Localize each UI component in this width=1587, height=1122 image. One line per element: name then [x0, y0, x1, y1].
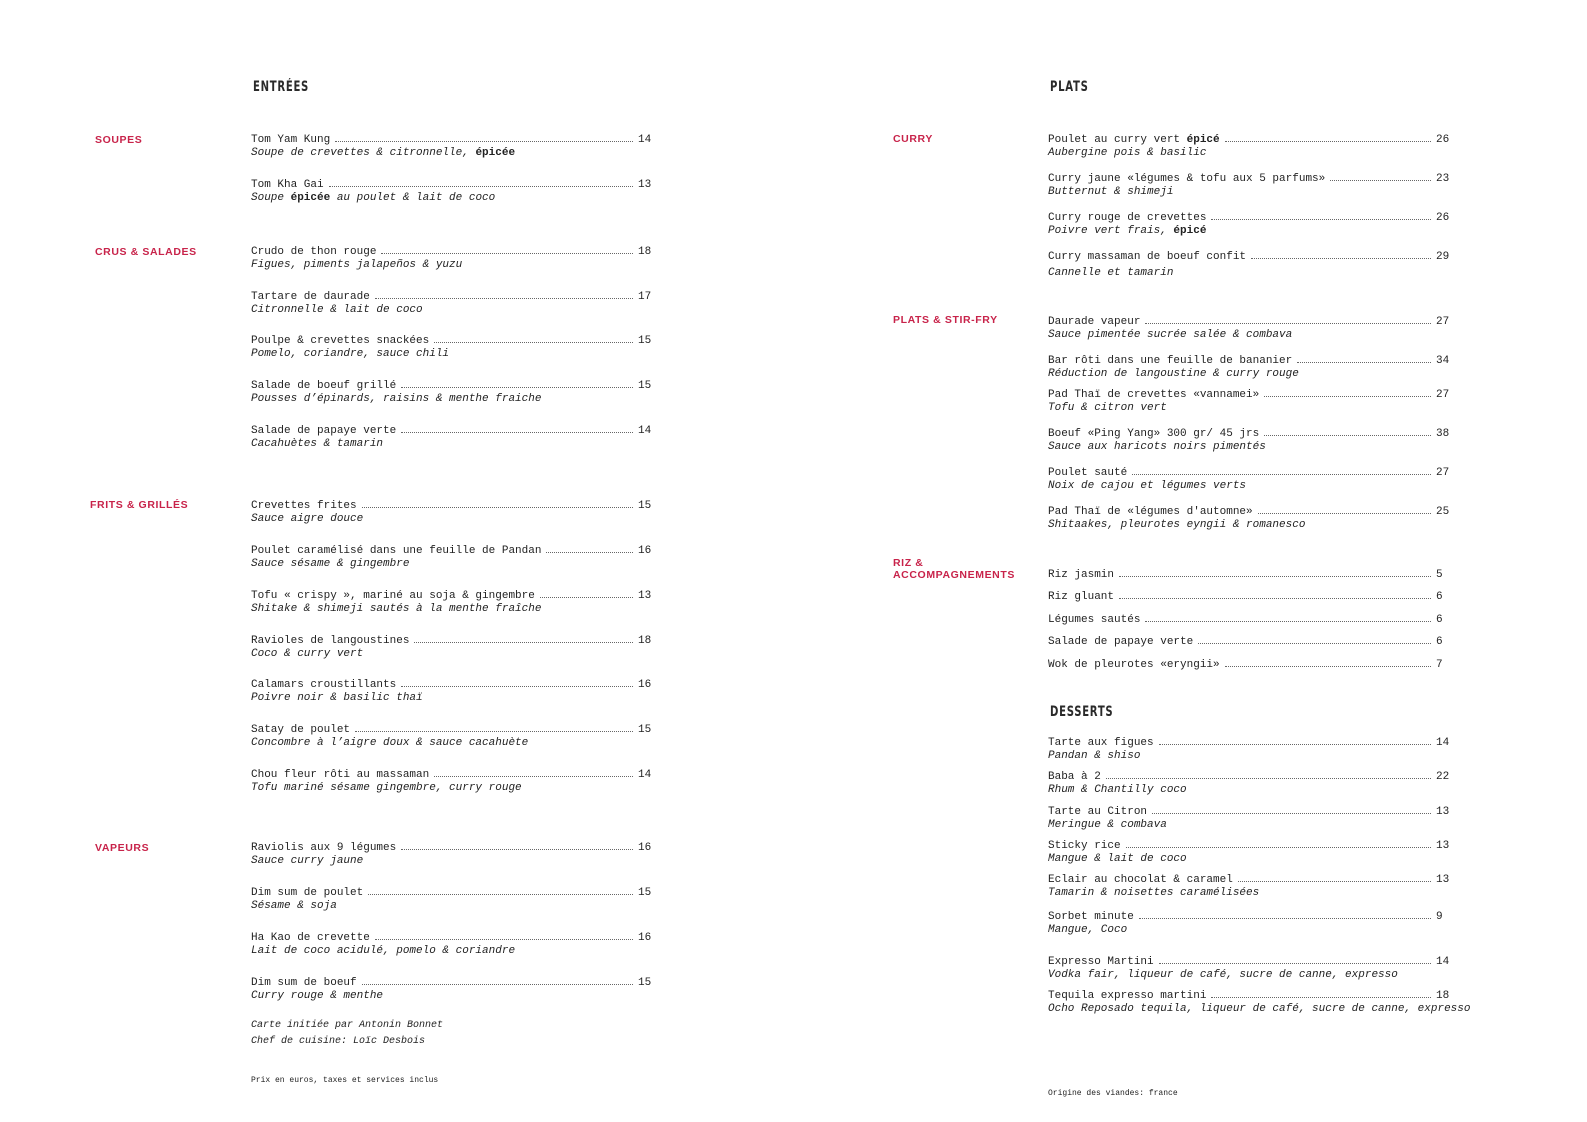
- dot-leader: [1119, 590, 1431, 599]
- dot-leader: [1211, 211, 1431, 220]
- menu-item: [1048, 427, 1454, 454]
- item-name: Crudo de thon rouge: [251, 246, 377, 258]
- dessert-item: [1048, 955, 1454, 982]
- credit-note: Carte initiée par Antonin Bonnet: [251, 1020, 444, 1031]
- item-price: 9: [1436, 911, 1443, 923]
- item-description: Meringue & combava: [1048, 819, 1167, 831]
- item-price: 34: [1436, 355, 1450, 367]
- item-description: Sauce pimentée sucrée salée & combava: [1048, 329, 1293, 341]
- menu-item: [1048, 568, 1454, 582]
- menu-item: [251, 290, 656, 317]
- item-description: Pandan & shiso: [1048, 750, 1141, 762]
- item-description: Citronnelle & lait de coco: [251, 304, 423, 316]
- item-description: Soupe de crevettes & citronnelle, épicée: [251, 147, 516, 159]
- dot-leader: [1225, 133, 1431, 142]
- item-name: Poulet au curry vert épicé: [1048, 134, 1220, 146]
- section-heading-desserts: DESSERTS: [1050, 704, 1114, 720]
- item-price: 6: [1436, 591, 1443, 603]
- item-name: Tom Yam Kung: [251, 134, 331, 146]
- menu-item: [251, 768, 656, 795]
- item-name: Curry massaman de boeuf confit: [1048, 251, 1247, 263]
- dot-leader: [381, 245, 633, 254]
- item-name: Raviolis aux 9 légumes: [251, 842, 397, 854]
- item-name: Poulet sauté: [1048, 467, 1128, 479]
- menu-item: [251, 931, 656, 958]
- dot-leader: [1225, 658, 1431, 667]
- item-description: Figues, piments jalapeños & yuzu: [251, 259, 463, 271]
- dot-leader: [362, 976, 633, 985]
- menu-item: [251, 589, 656, 616]
- item-price: 26: [1436, 134, 1450, 146]
- item-description: Mangue, Coco: [1048, 924, 1128, 936]
- dot-leader: [401, 379, 633, 388]
- item-name: Poulpe & crevettes snackées: [251, 335, 430, 347]
- item-price: 14: [638, 425, 652, 437]
- menu-item: [1048, 250, 1454, 280]
- item-description: Sauce aigre douce: [251, 513, 364, 525]
- price-footer: Prix en euros, taxes et services inclus: [251, 1076, 439, 1085]
- dot-leader: [1145, 613, 1431, 622]
- item-name: Ha Kao de crevette: [251, 932, 370, 944]
- category-crus-salades: CRUS & SALADES: [95, 246, 197, 258]
- dot-leader: [1145, 315, 1431, 324]
- menu-item: [251, 334, 656, 361]
- item-name: Tom Kha Gai: [251, 179, 324, 191]
- dot-leader: [1264, 427, 1431, 436]
- item-name: Ravioles de langoustines: [251, 635, 410, 647]
- item-name: Daurade vapeur: [1048, 316, 1141, 328]
- item-price: 15: [638, 724, 652, 736]
- item-description: Coco & curry vert: [251, 648, 364, 660]
- dot-leader: [375, 290, 633, 299]
- menu-item: [251, 245, 656, 272]
- item-price: 18: [638, 246, 652, 258]
- menu-item: [251, 723, 656, 750]
- item-price: 15: [638, 380, 652, 392]
- item-price: 16: [638, 545, 652, 557]
- menu-item: [1048, 635, 1454, 649]
- item-description: Cacahuètes & tamarin: [251, 438, 384, 450]
- dot-leader: [434, 334, 633, 343]
- item-name: Calamars croustillants: [251, 679, 397, 691]
- item-name: Baba à 2: [1048, 771, 1101, 783]
- dot-leader: [335, 133, 633, 142]
- item-name: Riz gluant: [1048, 591, 1115, 603]
- item-name: Riz jasmin: [1048, 569, 1115, 581]
- item-description: Sauce aux haricots noirs pimentés: [1048, 441, 1266, 453]
- menu-item: [251, 424, 656, 451]
- item-price: 18: [1436, 990, 1450, 1002]
- item-name: Tarte aux figues: [1048, 737, 1154, 749]
- dessert-item: [1048, 770, 1454, 797]
- category-curry: CURRY: [893, 133, 933, 145]
- item-price: 27: [1436, 316, 1450, 328]
- item-price: 14: [638, 134, 652, 146]
- item-name: Satay de poulet: [251, 724, 351, 736]
- item-price: 29: [1436, 251, 1450, 263]
- item-description: Soupe épicée au poulet & lait de coco: [251, 192, 496, 204]
- item-name: Bar rôti dans une feuille de bananier: [1048, 355, 1293, 367]
- item-description: Noix de cajou et légumes verts: [1048, 480, 1247, 492]
- item-name: Légumes sautés: [1048, 614, 1141, 626]
- category-riz: RIZ &: [893, 557, 924, 569]
- item-price: 13: [1436, 874, 1450, 886]
- dessert-item: [1048, 805, 1454, 832]
- item-name: Pad Thaï de «légumes d'automne»: [1048, 506, 1253, 518]
- menu-item: [1048, 613, 1454, 627]
- category-plats-stir-fry: PLATS & STIR-FRY: [893, 314, 998, 326]
- dot-leader: [1119, 568, 1431, 577]
- dot-leader: [329, 178, 633, 187]
- item-name: Tarte au Citron: [1048, 806, 1148, 818]
- section-heading-entrees: ENTRÉES: [253, 79, 310, 95]
- dot-leader: [401, 424, 633, 433]
- item-price: 26: [1436, 212, 1450, 224]
- menu-item: [1048, 505, 1454, 532]
- dot-leader: [1238, 873, 1431, 882]
- dot-leader: [1159, 736, 1431, 745]
- dot-leader: [1126, 839, 1431, 848]
- dessert-item: [1048, 736, 1454, 763]
- item-description: Ocho Reposado tequila, liqueur de café, sucre de canne, expresso: [1048, 1003, 1471, 1015]
- dot-leader: [414, 634, 633, 643]
- menu-item: [251, 133, 656, 160]
- dot-leader: [368, 886, 633, 895]
- item-price: 17: [638, 291, 652, 303]
- item-name: Boeuf «Ping Yang» 300 gr/ 45 jrs: [1048, 428, 1260, 440]
- dot-leader: [1264, 388, 1431, 397]
- menu-item: [251, 841, 656, 868]
- item-name: Pad Thaï de crevettes «vannamei»: [1048, 389, 1260, 401]
- item-name: Salade de boeuf grillé: [251, 380, 397, 392]
- dot-leader: [401, 841, 633, 850]
- menu-item: [251, 499, 656, 526]
- item-name: Tofu « crispy », mariné au soja & gingembre: [251, 590, 535, 602]
- item-price: 6: [1436, 614, 1443, 626]
- dot-leader: [1258, 505, 1431, 514]
- item-name: Dim sum de poulet: [251, 887, 364, 899]
- item-name: Curry rouge de crevettes: [1048, 212, 1207, 224]
- item-price: 25: [1436, 506, 1450, 518]
- item-price: 13: [638, 179, 652, 191]
- item-price: 18: [638, 635, 652, 647]
- item-description: Tofu mariné sésame gingembre, curry rouge: [251, 782, 522, 794]
- item-price: 16: [638, 842, 652, 854]
- item-name: Dim sum de boeuf: [251, 977, 357, 989]
- item-name: Expresso Martini: [1048, 956, 1154, 968]
- dessert-item: [1048, 873, 1454, 900]
- item-description: Cannelle et tamarin: [1048, 267, 1174, 279]
- item-price: 38: [1436, 428, 1450, 440]
- item-description: Poivre vert frais, épicé: [1048, 225, 1207, 237]
- dot-leader: [546, 544, 633, 553]
- menu-item: [1048, 172, 1454, 199]
- category-frits-grilles: FRITS & GRILLÉS: [90, 499, 189, 511]
- item-name: Eclair au chocolat & caramel: [1048, 874, 1233, 886]
- section-heading-plats: PLATS: [1050, 79, 1089, 95]
- dot-leader: [355, 723, 633, 732]
- menu-item: [251, 379, 656, 406]
- menu-item: [1048, 388, 1454, 415]
- item-name: Sticky rice: [1048, 840, 1121, 852]
- menu-item: [1048, 211, 1454, 238]
- menu-item: [1048, 133, 1454, 160]
- item-price: 13: [638, 590, 652, 602]
- menu-item: [1048, 658, 1454, 672]
- dot-leader: [1330, 172, 1431, 181]
- menu-item: [251, 678, 656, 705]
- item-price: 15: [638, 335, 652, 347]
- item-name: Curry jaune «légumes & tofu aux 5 parfums»: [1048, 173, 1326, 185]
- item-description: Shitake & shimeji sautés à la menthe fraîche: [251, 603, 542, 615]
- item-description: Pousses d’épinards, raisins & menthe fraiche: [251, 393, 542, 405]
- item-price: 14: [1436, 956, 1450, 968]
- dot-leader: [1251, 250, 1431, 259]
- item-price: 14: [1436, 737, 1450, 749]
- dessert-item: [1048, 989, 1471, 1016]
- item-description: Tofu & citron vert: [1048, 402, 1167, 414]
- menu-item: [251, 634, 656, 661]
- item-price: 13: [1436, 806, 1450, 818]
- menu-item: [251, 178, 656, 205]
- chef-note: Chef de cuisine: Loïc Desbois: [251, 1036, 426, 1047]
- item-description: Lait de coco acidulé, pomelo & coriandre: [251, 945, 516, 957]
- item-price: 13: [1436, 840, 1450, 852]
- category-accompagnements: ACCOMPAGNEMENTS: [893, 569, 1015, 581]
- item-description: Vodka fair, liqueur de café, sucre de canne, expresso: [1048, 969, 1398, 981]
- menu-item: [1048, 354, 1454, 381]
- dot-leader: [1106, 770, 1431, 779]
- item-price: 27: [1436, 389, 1450, 401]
- menu-item: [1048, 315, 1454, 342]
- dot-leader: [1132, 466, 1431, 475]
- item-description: Mangue & lait de coco: [1048, 853, 1187, 865]
- dessert-item: [1048, 910, 1454, 937]
- dot-leader: [362, 499, 633, 508]
- item-description: Concombre à l’aigre doux & sauce cacahuète: [251, 737, 529, 749]
- item-description: Rhum & Chantilly coco: [1048, 784, 1187, 796]
- item-price: 7: [1436, 659, 1443, 671]
- dot-leader: [1139, 910, 1431, 919]
- item-name: Chou fleur rôti au massaman: [251, 769, 430, 781]
- item-description: Poivre noir & basilic thaï: [251, 692, 423, 704]
- item-description: Sauce curry jaune: [251, 855, 364, 867]
- menu-item: [1048, 590, 1454, 604]
- item-price: 15: [638, 500, 652, 512]
- item-name: Salade de papaye verte: [251, 425, 397, 437]
- item-name: Sorbet minute: [1048, 911, 1134, 923]
- item-name: Crevettes frites: [251, 500, 357, 512]
- item-price: 14: [638, 769, 652, 781]
- item-price: 5: [1436, 569, 1443, 581]
- menu-item: [251, 976, 656, 1003]
- item-name: Tartare de daurade: [251, 291, 370, 303]
- dot-leader: [1152, 805, 1431, 814]
- dessert-item: [1048, 839, 1454, 866]
- dot-leader: [540, 589, 633, 598]
- category-soupes: SOUPES: [95, 134, 143, 146]
- item-description: Sésame & soja: [251, 900, 337, 912]
- item-description: Sauce sésame & gingembre: [251, 558, 410, 570]
- item-price: 15: [638, 887, 652, 899]
- item-price: 15: [638, 977, 652, 989]
- item-price: 6: [1436, 636, 1443, 648]
- dot-leader: [1211, 989, 1431, 998]
- dot-leader: [1297, 354, 1431, 363]
- meat-origin-footer: Origine des viandes: france: [1048, 1089, 1178, 1098]
- item-price: 23: [1436, 173, 1450, 185]
- item-name: Wok de pleurotes «eryngii»: [1048, 659, 1220, 671]
- menu-item: [251, 886, 656, 913]
- dot-leader: [401, 678, 633, 687]
- item-description: Butternut & shimeji: [1048, 186, 1174, 198]
- item-price: 16: [638, 932, 652, 944]
- item-name: Salade de papaye verte: [1048, 636, 1194, 648]
- menu-item: [1048, 466, 1454, 493]
- item-description: Curry rouge & menthe: [251, 990, 384, 1002]
- item-price: 22: [1436, 771, 1450, 783]
- item-price: 27: [1436, 467, 1450, 479]
- dot-leader: [1198, 635, 1431, 644]
- dot-leader: [1159, 955, 1431, 964]
- item-description: Pomelo, coriandre, sauce chili: [251, 348, 450, 360]
- item-price: 16: [638, 679, 652, 691]
- item-description: Tamarin & noisettes caramélisées: [1048, 887, 1260, 899]
- item-name: Poulet caramélisé dans une feuille de Pandan: [251, 545, 542, 557]
- item-name: Tequila expresso martini: [1048, 990, 1207, 1002]
- item-description: Réduction de langoustine & curry rouge: [1048, 368, 1299, 380]
- dot-leader: [375, 931, 633, 940]
- item-description: Aubergine pois & basilic: [1048, 147, 1207, 159]
- dot-leader: [434, 768, 633, 777]
- item-description: Shitaakes, pleurotes eyngii & romanesco: [1048, 519, 1306, 531]
- category-vapeurs: VAPEURS: [95, 842, 150, 854]
- menu-item: [251, 544, 656, 571]
